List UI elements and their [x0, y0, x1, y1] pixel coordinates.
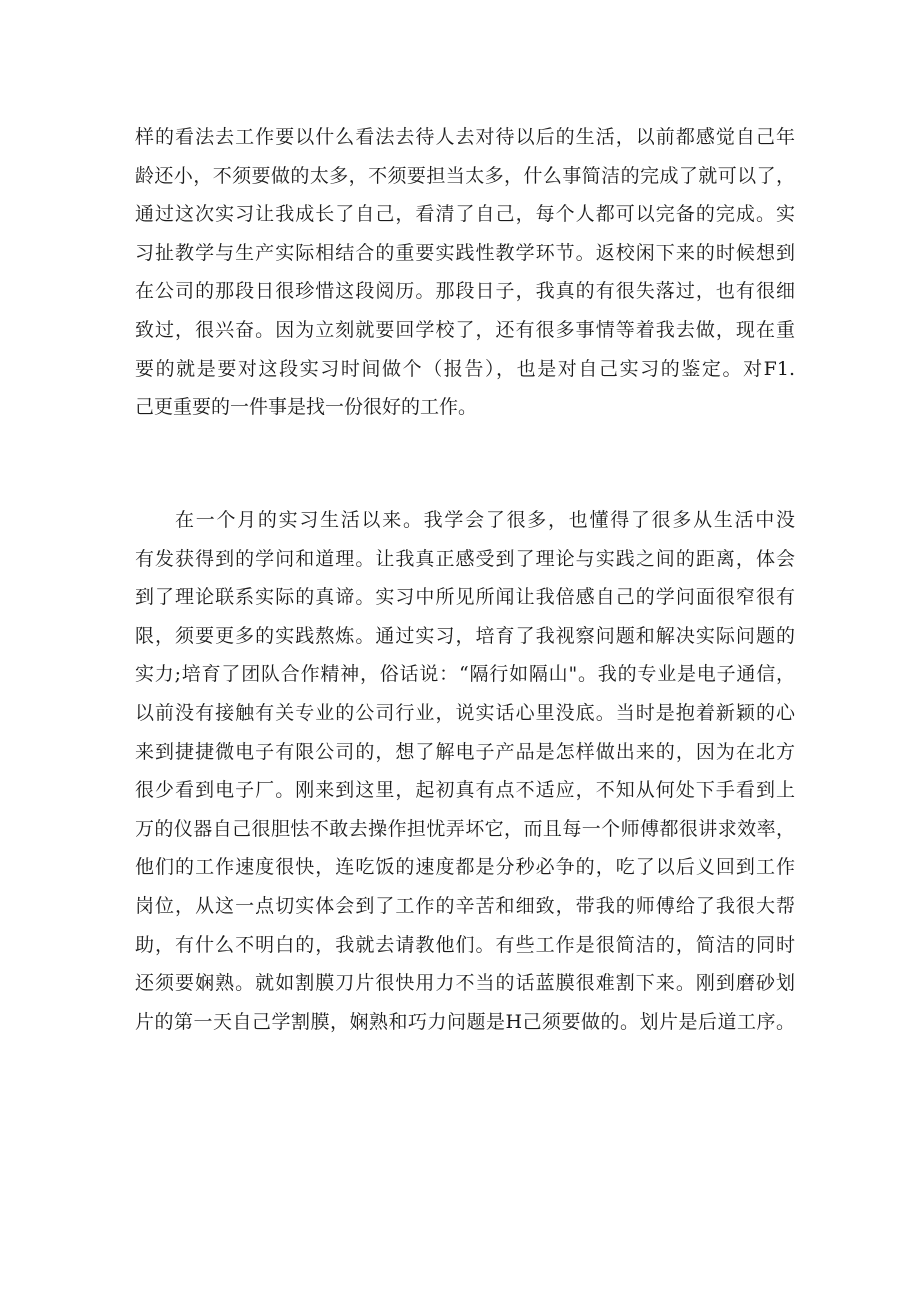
text-line: 片的第一天自己学割膜，娴熟和巧力问题是H己须要做的。划片是后道工序。 [135, 1010, 795, 1033]
text-line: 有发获得到的学问和道理。让我真正感受到了理论与实践之间的距离，体会 [135, 547, 795, 570]
text-line: 很少看到电子厂。刚来到这里，起初真有点不适应，不知从何处下手看到上 [135, 779, 795, 802]
text-line: 实力;培育了团队合作精神，俗话说：“隔行如隔山"。我的专业是电子通信， [135, 663, 795, 686]
text-line: 习扯教学与生产实际相结合的重要实践性教学环节。返校闲下来的时候想到 [135, 241, 795, 264]
paragraph-2 [135, 501, 795, 1041]
text-line: 在公司的那段日很珍惜这段阅历。那段日子，我真的有很失落过，也有很细 [135, 280, 795, 303]
text-line: 助，有什么不明白的，我就去请教他们。有些工作是很简洁的，简洁的同时 [135, 933, 795, 956]
text-line: 岗位，从这一点切实体会到了工作的辛苦和细致，带我的师傅给了我很大帮 [135, 894, 795, 917]
text-line: 己更重要的一件事是找一份很好的工作。 [135, 396, 478, 419]
text-line: 限，须要更多的实践熬炼。通过实习，培育了我视察问题和解决实际问题的 [135, 624, 795, 647]
text-line: 通过这次实习让我成长了自己，看清了自己，每个人都可以完备的完成。实 [135, 203, 795, 226]
text-line: 龄还小，不须要做的太多，不须要担当太多，什么事简洁的完成了就可以了， [135, 164, 795, 187]
text-line: 到了理论联系实际的真谛。实习中所见所闻让我倍感自己的学问面很窄很有 [135, 586, 795, 609]
text-line: 来到捷捷微电子有限公司的，想了解电子产品是怎样做出来的，因为在北方 [135, 740, 795, 763]
text-line: 还须要娴熟。就如割膜刀片很快用力不当的话蓝膜很难割下来。刚到磨砂划 [135, 972, 795, 995]
text-line: 样的看法去工作要以什么看法去待人去对待以后的生活，以前都感觉自己年 [135, 126, 795, 148]
text-line: 他们的工作速度很快，连吃饭的速度都是分秒必争的，吃了以后义回到工作 [135, 856, 795, 879]
text-line: 致过，很兴奋。因为立刻就要回学校了，还有很多事情等着我去做，现在重 [135, 318, 795, 341]
paragraph-1 [135, 118, 795, 427]
text-line: 万的仪器自己很胆怯不敢去操作担忧弄坏它，而且每一个师傅都很讲求效率， [135, 817, 795, 840]
text-line: 以前没有接触有关专业的公司行业，说实话心里没底。当时是抱着新颖的心 [135, 701, 795, 724]
text-line: 在一个月的实习生活以来。我学会了很多，也懂得了很多从生活中没 [175, 509, 795, 531]
text-line: 要的就是要对这段实习时间做个（报告），也是对自己实习的鉴定。对F1. [135, 357, 795, 380]
